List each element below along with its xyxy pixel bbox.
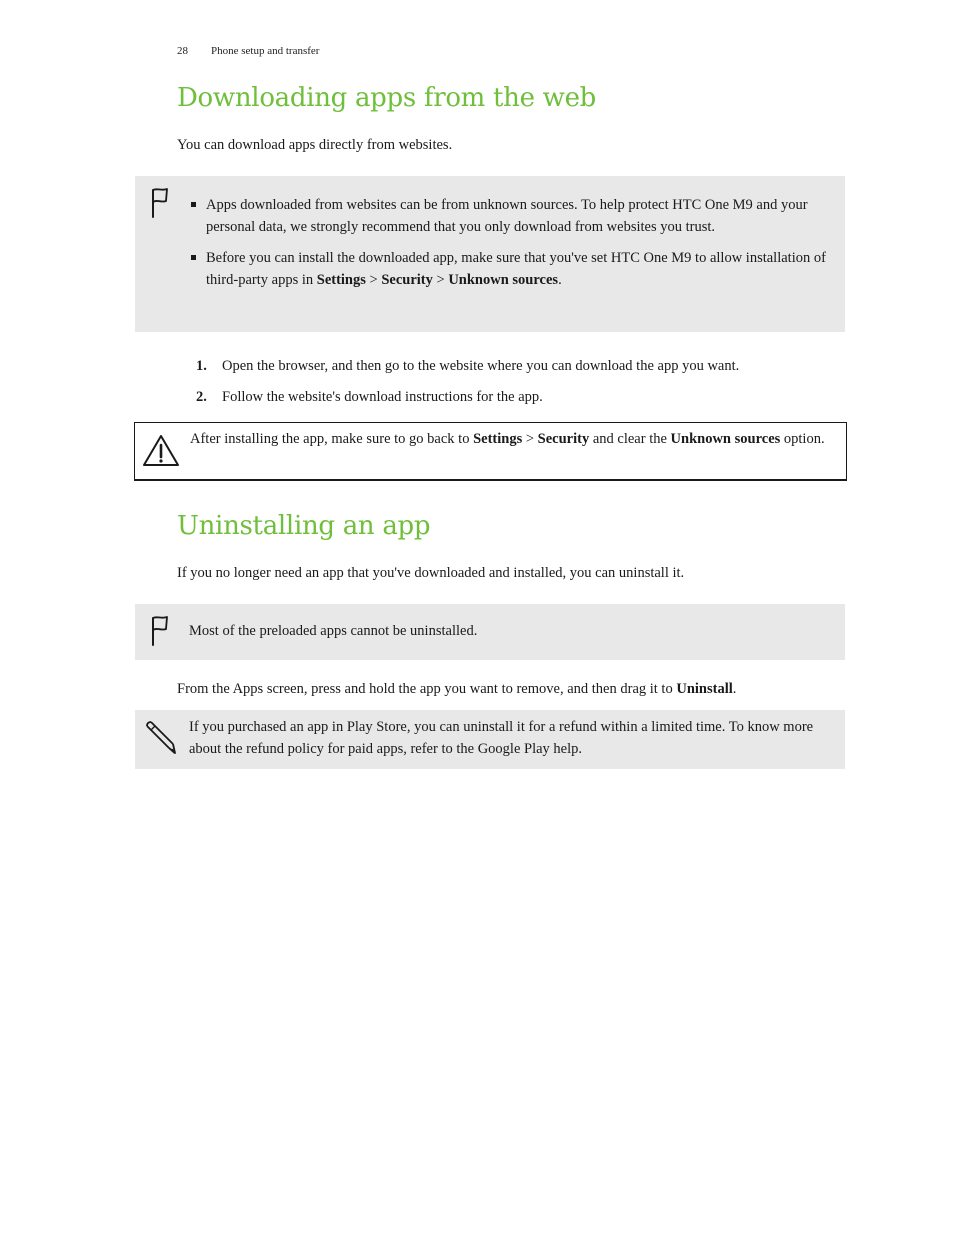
warning-text-part: and clear the — [589, 431, 671, 447]
tip-text: If you purchased an app in Play Store, you can uninstall it for a refund within a limited time. To know more about the refund policy for paid apps, refer to the Google Play help. — [189, 719, 814, 757]
section-title-uninstalling: Uninstalling an app — [177, 511, 431, 541]
chapter-title: Phone setup and transfer — [211, 45, 320, 57]
steps-list — [177, 355, 857, 417]
warning-text-part: option. — [780, 431, 825, 447]
note-bullet — [190, 194, 828, 238]
unknown-sources-label: Unknown sources — [670, 431, 781, 447]
bullet-marker — [191, 255, 196, 260]
bullet-marker — [191, 202, 196, 207]
path-separator: > — [365, 272, 382, 288]
step-text: Follow the website's download instructions for the app. — [222, 389, 543, 405]
section-title-downloading: Downloading apps from the web — [177, 83, 597, 113]
pencil-icon — [142, 720, 178, 756]
security-label: Security — [537, 431, 590, 447]
note-bullet — [190, 247, 828, 291]
settings-label: Settings — [473, 431, 523, 447]
instruction-text: From the Apps screen, press and hold the app you want to remove, and then drag it to — [177, 681, 677, 697]
unknown-sources-label: Unknown sources — [448, 272, 559, 288]
running-head — [177, 45, 319, 57]
uninstall-instruction — [177, 678, 857, 700]
note-text: Most of the preloaded apps cannot be uninstalled. — [189, 623, 478, 639]
path-separator: > — [432, 272, 449, 288]
path-separator: > — [522, 431, 538, 447]
flag-icon — [149, 187, 171, 219]
punctuation: . — [732, 681, 737, 697]
step-item — [177, 386, 857, 408]
warning-text-part: After installing the app, make sure to go back to — [190, 431, 474, 447]
note-bullet-text: Apps downloaded from websites can be from unknown sources. To help protect HTC One M9 and your personal data, we strongly recommend that you only download from websites you trust. — [206, 197, 808, 235]
step-number: 2. — [196, 389, 207, 405]
warning-icon — [142, 434, 180, 468]
step-text: Open the browser, and then go to the website where you can download the app you want. — [222, 358, 740, 374]
security-label: Security — [381, 272, 433, 288]
step-number: 1. — [196, 358, 207, 374]
page-number: 28 — [177, 45, 188, 57]
note-box — [135, 604, 845, 660]
section-intro: If you no longer need an app that you've downloaded and installed, you can uninstall it. — [177, 565, 685, 581]
flag-icon — [149, 615, 171, 647]
warning-box — [134, 422, 847, 481]
warning-text — [190, 428, 830, 450]
note-box — [135, 176, 845, 332]
step-item — [177, 355, 857, 377]
punctuation: . — [558, 272, 562, 288]
tip-box — [135, 710, 845, 769]
note-bullet-text: Before you can install the downloaded app, make sure that you've set HTC One M9 to allow installation of third-party apps in — [206, 250, 826, 288]
section-intro: You can download apps directly from websites. — [177, 137, 453, 153]
settings-label: Settings — [316, 272, 366, 288]
uninstall-label: Uninstall — [676, 681, 733, 697]
note-bullet-list — [190, 194, 828, 300]
